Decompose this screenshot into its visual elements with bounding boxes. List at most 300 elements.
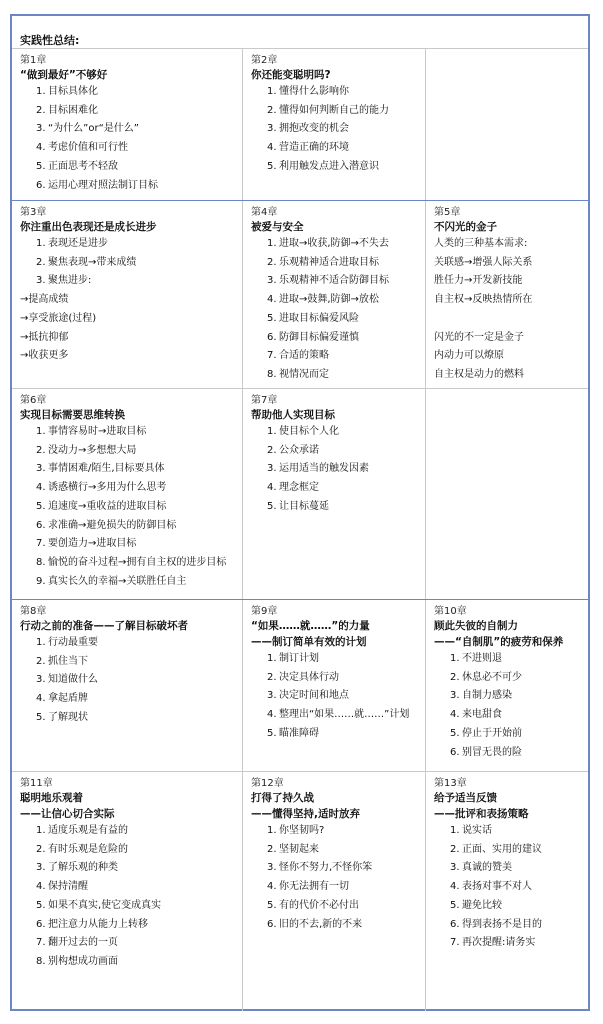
row-2: [12, 200, 588, 388]
item-number: 3.: [267, 463, 277, 475]
item-number: 8.: [267, 368, 277, 380]
list-item: [251, 329, 425, 348]
list-item: [20, 120, 242, 139]
list-item: [251, 878, 425, 897]
chapter-subtitle: ——“自制肌”的疲劳和保养: [434, 636, 564, 648]
list-item: [20, 709, 242, 728]
row-5: [12, 771, 588, 1011]
item-number: 5.: [267, 312, 277, 324]
item-number: 1.: [450, 825, 460, 836]
chapter-title: “如果……就……”的力量: [251, 620, 370, 632]
item-number: 3.: [267, 123, 277, 135]
item-text: 目标具体化: [48, 86, 98, 97]
chapter-subtitle: ——制订简单有效的计划: [251, 636, 367, 648]
list-item: [434, 254, 588, 273]
empty-cell: [426, 49, 588, 200]
chapter-items: [434, 822, 588, 953]
item-text: 运用适当的触发因素: [279, 463, 369, 475]
item-text: 别构想成功画面: [48, 955, 118, 967]
list-item: [434, 650, 588, 669]
chapter-5-cell: [426, 201, 588, 388]
list-item: [20, 254, 242, 273]
chapter-title: 给予适当反馈: [434, 792, 497, 804]
item-number: 4.: [36, 881, 46, 893]
item-number: 3.: [450, 862, 460, 874]
list-item: [20, 822, 242, 841]
item-text: 了解现状: [48, 711, 88, 723]
chapter-lines: [434, 329, 588, 385]
item-text: 自制力感染: [462, 690, 512, 702]
item-text: 关联感→增强人际关系: [434, 256, 533, 268]
item-number: 5.: [267, 727, 277, 739]
list-item: [251, 83, 425, 102]
item-number: 3.: [267, 275, 277, 287]
list-item: [434, 725, 588, 744]
chapter-title: 被爱与安全: [251, 221, 304, 233]
chapter-13-cell: [426, 772, 588, 1011]
item-number: 4.: [36, 482, 46, 494]
list-item: [20, 235, 242, 254]
item-number: 8.: [36, 955, 46, 967]
chapter-items: [251, 83, 425, 177]
item-text: 理念框定: [279, 482, 319, 494]
list-item: [20, 690, 242, 709]
chapter-subtitle: ——批评和表扬策略: [434, 808, 529, 820]
list-item: [251, 102, 425, 121]
item-number: 5.: [267, 899, 277, 911]
item-number: 5.: [36, 160, 46, 172]
list-item: [434, 897, 588, 916]
chapter-label: 第12章: [251, 778, 284, 789]
chapter-6-cell: [12, 389, 243, 599]
list-item: [434, 878, 588, 897]
page-title: 实践性总结:: [20, 34, 80, 47]
list-item: [251, 687, 425, 706]
list-item: [434, 366, 588, 385]
chapter-items: [20, 423, 242, 591]
chapter-lines: [434, 235, 588, 310]
item-number: 4.: [267, 709, 277, 721]
item-number: 2.: [36, 655, 46, 667]
chapter-items: [434, 650, 588, 762]
item-text: 整理出“如果……就……”计划: [279, 709, 410, 721]
list-item: [20, 953, 242, 972]
chapter-title: 不闪光的金子: [434, 221, 497, 233]
item-number: 9.: [36, 575, 46, 587]
item-number: 5.: [450, 899, 460, 911]
item-text: 事情容易时→进取目标: [48, 426, 147, 437]
list-item: [20, 934, 242, 953]
chapter-title: 帮助他人实现目标: [251, 409, 335, 421]
chapter-subtitle: ——懂得坚持,适时放弃: [251, 808, 360, 820]
chapter-title: 打得了持久战: [251, 792, 314, 804]
item-text: 有的代价不必付出: [279, 899, 359, 911]
item-text: 来电甜食: [462, 709, 502, 721]
list-item: [20, 291, 242, 310]
item-number: 5.: [36, 500, 46, 512]
item-number: 4.: [450, 709, 460, 721]
item-text: 防御目标偏爱谨慎: [279, 331, 359, 343]
chapter-11-cell: [12, 772, 243, 1011]
item-text: 进取→收获,防御→不失去: [279, 238, 389, 249]
item-number: 4.: [450, 881, 460, 893]
item-text: 合适的策略: [279, 350, 329, 362]
chapter-title: 顾此失彼的自制力: [434, 620, 518, 632]
item-text: 正面、实用的建议: [462, 843, 542, 855]
list-item: [434, 291, 588, 310]
item-number: 2.: [267, 843, 277, 855]
item-text: 制订计划: [279, 653, 319, 664]
list-item: [251, 291, 425, 310]
list-item: [434, 934, 588, 953]
chapter-items: [20, 83, 242, 195]
item-text: 目标困难化: [48, 104, 98, 116]
item-text: 别冒无畏的险: [462, 746, 522, 758]
chapter-label: 第6章: [20, 395, 47, 406]
item-number: 6.: [36, 519, 46, 531]
item-text: 怪你不努力,不怪你笨: [279, 862, 373, 874]
item-number: 4.: [36, 693, 46, 705]
item-text: 表扬对事不对人: [462, 881, 532, 893]
item-number: 6.: [36, 179, 46, 191]
list-item: [251, 310, 425, 329]
chapter-items: [20, 235, 242, 291]
item-text: 表现还是进步: [48, 238, 108, 249]
list-item: [434, 687, 588, 706]
list-item: [251, 235, 425, 254]
item-text: 决定时间和地点: [279, 690, 349, 702]
list-item: [20, 573, 242, 592]
item-text: 要创造力→进取目标: [48, 538, 137, 550]
chapter-4-cell: [243, 201, 426, 388]
list-item: [20, 554, 242, 573]
item-text: 胜任力→开发新技能: [434, 275, 523, 287]
list-item: [20, 460, 242, 479]
list-item: [251, 669, 425, 688]
item-text: 进取目标偏爱风险: [279, 312, 359, 324]
item-text: 拥抱改变的机会: [279, 123, 349, 135]
item-number: 3.: [450, 690, 460, 702]
list-item: [20, 423, 242, 442]
chapter-1-cell: [12, 49, 243, 200]
chapter-title: 聪明地乐观着: [20, 792, 83, 804]
item-text: 如果不真实,使它变成真实: [48, 899, 162, 911]
item-number: 6.: [450, 746, 460, 758]
item-number: 1.: [36, 825, 46, 836]
item-number: 1.: [36, 637, 46, 648]
item-text: 乐观精神不适合防御目标: [279, 275, 389, 287]
item-number: 4.: [267, 294, 277, 306]
list-item: [20, 517, 242, 536]
item-text: 营造正确的环境: [279, 142, 349, 154]
item-text: 懂得什么影响你: [279, 86, 349, 97]
chapter-subtitle: ——让信心切合实际: [20, 808, 115, 820]
item-text: 保持清醒: [48, 881, 88, 893]
chapter-12-cell: [243, 772, 426, 1011]
chapter-items: [20, 822, 242, 972]
item-text: 使目标个人化: [279, 426, 339, 437]
item-number: 2.: [267, 671, 277, 683]
chapter-label: 第7章: [251, 395, 278, 406]
item-text: 真诚的赞美: [462, 862, 512, 874]
item-text: 了解乐观的种类: [48, 862, 118, 874]
item-number: 3.: [36, 674, 46, 686]
item-text: 懂得如何判断自己的能力: [279, 104, 389, 116]
list-item: [20, 479, 242, 498]
item-text: 愉悦的奋斗过程→拥有自主权的进步目标: [48, 556, 227, 568]
list-item: [434, 669, 588, 688]
item-text: 翻开过去的一页: [48, 937, 118, 949]
list-item: [251, 822, 425, 841]
list-item: [20, 158, 242, 177]
list-item: [20, 329, 242, 348]
list-item: [251, 158, 425, 177]
item-text: 公众承诺: [279, 444, 319, 456]
chapter-label: 第13章: [434, 778, 467, 789]
list-item: [20, 535, 242, 554]
item-number: 2.: [36, 843, 46, 855]
item-text: 聚焦表现→带来成绩: [48, 256, 137, 268]
list-item: [20, 177, 242, 196]
item-number: 4.: [267, 881, 277, 893]
item-text: 利用触发点进入潜意识: [279, 160, 379, 172]
item-text: 自主权→反映热情所在: [434, 294, 533, 306]
item-text: 让目标蔓延: [279, 500, 329, 512]
row-1: [12, 48, 588, 200]
item-text: 没动力→多想想大局: [48, 444, 137, 456]
list-item: [251, 139, 425, 158]
row-4: [12, 599, 588, 771]
chapter-items: [251, 650, 425, 744]
list-item: [434, 347, 588, 366]
summary-frame: [10, 14, 590, 1011]
item-text: 得到表扬不是目的: [462, 918, 542, 930]
item-text: 聚焦进步:: [48, 275, 92, 287]
chapter-items: [251, 822, 425, 934]
item-text: 说实话: [462, 825, 492, 836]
item-text: 人类的三种基本需求:: [434, 238, 528, 249]
item-text: 正面思考不轻敌: [48, 160, 118, 172]
list-item: [251, 841, 425, 860]
item-number: 1.: [267, 653, 277, 664]
chapter-label: 第2章: [251, 55, 278, 66]
item-text: 行动最重要: [48, 637, 98, 648]
item-text: 真实长久的幸福→关联胜任自主: [48, 575, 187, 587]
list-item: [251, 479, 425, 498]
item-text: 乐观精神适合进取目标: [279, 256, 379, 268]
chapter-items: [20, 634, 242, 728]
chapter-items: [251, 423, 425, 517]
item-text: 再次提醒:请务实: [462, 937, 536, 949]
item-number: 3.: [267, 690, 277, 702]
list-item: [251, 706, 425, 725]
list-item: [434, 822, 588, 841]
chapter-label: 第1章: [20, 55, 47, 66]
item-text: →抵抗抑郁: [20, 331, 69, 343]
list-item: [251, 460, 425, 479]
chapter-label: 第11章: [20, 778, 53, 789]
chapter-label: 第8章: [20, 606, 47, 617]
list-item: [251, 120, 425, 139]
list-item: [20, 83, 242, 102]
item-number: 3.: [36, 275, 46, 287]
list-item: [20, 841, 242, 860]
item-number: 4.: [267, 482, 277, 494]
list-item: [251, 725, 425, 744]
item-number: 1.: [36, 86, 46, 97]
chapter-items: [251, 235, 425, 385]
list-item: [434, 859, 588, 878]
item-number: 7.: [36, 538, 46, 550]
item-text: 知道做什么: [48, 674, 98, 686]
item-text: 自主权是动力的燃料: [434, 368, 524, 380]
item-number: 8.: [36, 556, 46, 568]
item-number: 6.: [267, 331, 277, 343]
item-text: 视情况而定: [279, 368, 329, 380]
list-item: [20, 634, 242, 653]
chapter-label: 第9章: [251, 606, 278, 617]
item-text: 适度乐观是有益的: [48, 825, 128, 836]
item-number: 3.: [267, 862, 277, 874]
item-number: 7.: [450, 937, 460, 949]
item-text: 旧的不去,新的不来: [279, 918, 363, 930]
item-text: 事情困难/陌生,目标要具体: [48, 463, 165, 475]
list-item: [434, 272, 588, 291]
list-item: [20, 102, 242, 121]
item-number: 1.: [450, 653, 460, 664]
chapter-2-cell: [243, 49, 426, 200]
row-3: [12, 388, 588, 599]
item-text: 不进则退: [462, 653, 502, 664]
chapter-extra-lines: [20, 291, 242, 366]
list-item: [434, 706, 588, 725]
item-text: 追速度→重收益的进取目标: [48, 500, 167, 512]
list-item: [251, 254, 425, 273]
list-item: [434, 329, 588, 348]
item-number: 4.: [267, 142, 277, 154]
list-item: [434, 744, 588, 763]
item-number: 5.: [267, 160, 277, 172]
chapter-label: 第10章: [434, 606, 467, 617]
item-text: 你无法拥有一切: [279, 881, 349, 893]
item-number: 7.: [36, 937, 46, 949]
item-number: 5.: [450, 727, 460, 739]
list-item: [20, 498, 242, 517]
item-number: 2.: [450, 671, 460, 683]
item-number: 5.: [267, 500, 277, 512]
item-number: 2.: [267, 104, 277, 116]
item-text: 运用心理对照法制订目标: [48, 179, 158, 191]
item-number: 6.: [450, 918, 460, 930]
item-number: 2.: [36, 444, 46, 456]
item-text: 决定具体行动: [279, 671, 339, 683]
item-text: 停止于开始前: [462, 727, 522, 739]
item-text: →收获更多: [20, 350, 69, 362]
item-text: →享受旅途(过程): [20, 312, 97, 324]
chapter-label: 第4章: [251, 207, 278, 218]
chapter-10-cell: [426, 600, 588, 771]
item-number: 6.: [36, 918, 46, 930]
empty-cell: [426, 389, 588, 599]
item-text: 内动力可以燎原: [434, 350, 504, 362]
item-text: 进取→鼓舞,防御→放松: [279, 294, 379, 306]
item-number: 5.: [36, 899, 46, 911]
item-number: 3.: [36, 463, 46, 475]
item-number: 1.: [267, 426, 277, 437]
item-number: 6.: [267, 918, 277, 930]
item-number: 2.: [450, 843, 460, 855]
chapter-title: 你注重出色表现还是成长进步: [20, 221, 157, 233]
item-text: 瞄准障碍: [279, 727, 319, 739]
item-number: 5.: [36, 711, 46, 723]
chapter-title: “做到最好”不够好: [20, 69, 108, 81]
list-item: [251, 423, 425, 442]
list-item: [20, 442, 242, 461]
item-number: 1.: [36, 426, 46, 437]
list-item: [434, 916, 588, 935]
item-text: 闪光的不一定是金子: [434, 331, 524, 343]
item-text: 诱惑横行→多用为什么思考: [48, 482, 167, 494]
list-item: [251, 366, 425, 385]
chapter-label: 第3章: [20, 207, 47, 218]
chapter-7-cell: [243, 389, 426, 599]
list-item: [251, 347, 425, 366]
item-text: 考虑价值和可行性: [48, 142, 128, 154]
item-text: 避免比较: [462, 899, 502, 911]
item-number: 7.: [267, 350, 277, 362]
chapter-title: 你还能变聪明吗?: [251, 69, 331, 81]
item-text: 把注意力从能力上转移: [48, 918, 148, 930]
list-item: [251, 897, 425, 916]
item-number: 4.: [36, 142, 46, 154]
list-item: [20, 671, 242, 690]
chapter-label: 第5章: [434, 207, 461, 218]
list-item: [434, 235, 588, 254]
list-item: [251, 442, 425, 461]
list-item: [251, 916, 425, 935]
chapter-9-cell: [243, 600, 426, 771]
list-item: [251, 650, 425, 669]
item-text: “为什么”or“是什么”: [48, 123, 139, 135]
chapter-8-cell: [12, 600, 243, 771]
item-number: 3.: [36, 862, 46, 874]
item-number: 2.: [36, 256, 46, 268]
item-text: 有时乐观是危险的: [48, 843, 128, 855]
chapter-title: 行动之前的准备——了解目标破坏者: [20, 620, 188, 632]
chapter-title: 实现目标需要思维转换: [20, 409, 125, 421]
list-item: [251, 859, 425, 878]
list-item: [20, 139, 242, 158]
list-item: [20, 347, 242, 366]
item-text: →提高成绩: [20, 294, 69, 306]
item-number: 2.: [267, 256, 277, 268]
item-text: 抓住当下: [48, 655, 88, 667]
item-number: 2.: [267, 444, 277, 456]
list-item: [20, 897, 242, 916]
item-number: 1.: [36, 238, 46, 249]
item-number: 1.: [267, 238, 277, 249]
item-text: 你坚韧吗?: [279, 825, 325, 836]
list-item: [20, 859, 242, 878]
item-number: 1.: [267, 86, 277, 97]
item-number: 3.: [36, 123, 46, 135]
item-number: 2.: [36, 104, 46, 116]
item-text: 休息必不可少: [462, 671, 522, 683]
list-item: [20, 272, 242, 291]
item-number: 1.: [267, 825, 277, 836]
list-item: [434, 841, 588, 860]
list-item: [251, 498, 425, 517]
